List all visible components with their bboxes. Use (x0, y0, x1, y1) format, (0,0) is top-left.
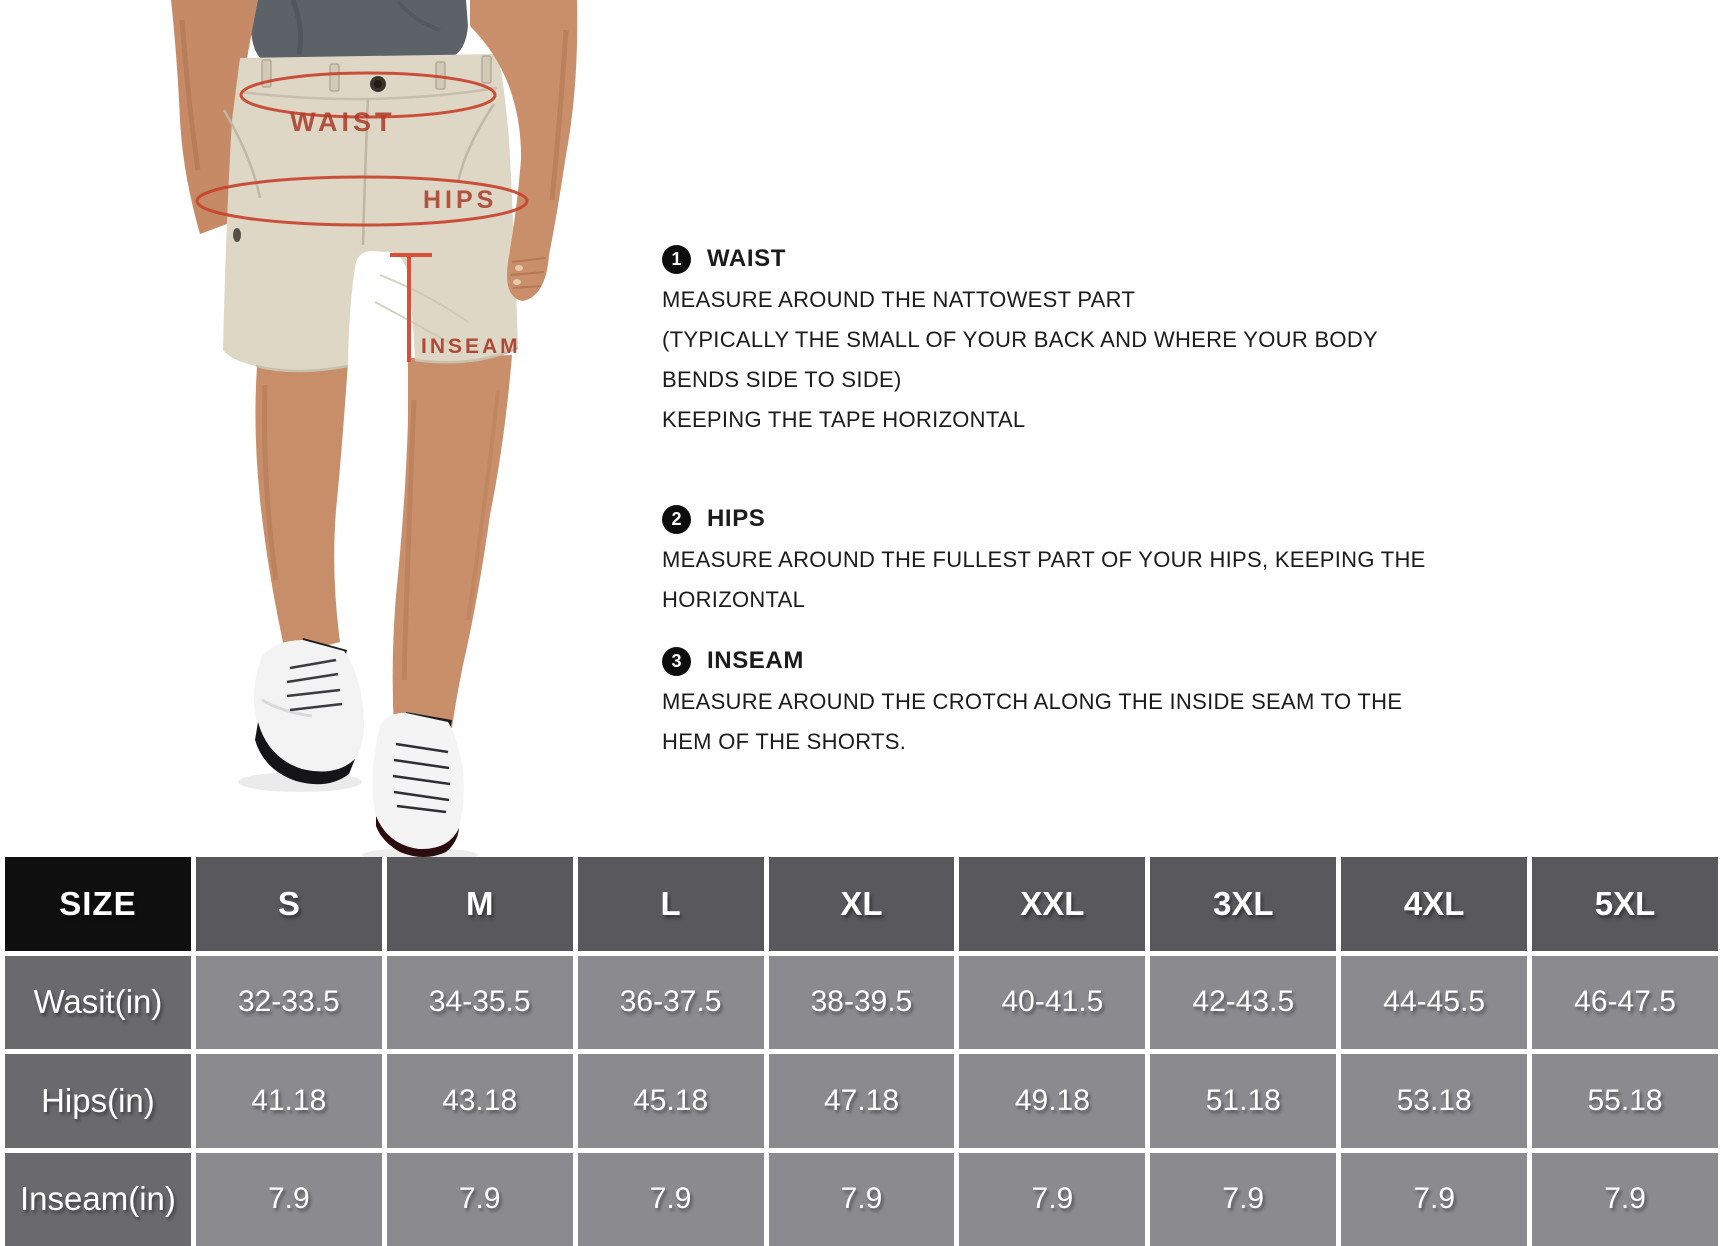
step-number-badge: 3 (662, 647, 691, 676)
row-label-hips: Hips(in) (5, 1054, 191, 1148)
step-number-badge: 2 (662, 505, 691, 534)
waist-value: 44-45.5 (1341, 956, 1527, 1050)
size-col-header-s: S (196, 857, 382, 951)
waist-value: 46-47.5 (1532, 956, 1718, 1050)
inseam-value: 7.9 (196, 1153, 382, 1246)
inseam-value: 7.9 (1341, 1153, 1527, 1246)
hips-value: 43.18 (387, 1054, 573, 1148)
instruction-line: HEM OF THE SHORTS. (662, 729, 907, 754)
instruction-line: MEASURE AROUND THE NATTOWEST PART (662, 287, 1136, 312)
hips-value: 47.18 (769, 1054, 955, 1148)
instruction-section-hips (662, 504, 1426, 620)
sneaker-right (372, 712, 464, 857)
inseam-value: 7.9 (1150, 1153, 1336, 1246)
hips-value: 51.18 (1150, 1054, 1336, 1148)
measurement-instructions (662, 244, 1426, 762)
size-chart-table (5, 857, 1718, 1246)
inseam-value: 7.9 (578, 1153, 764, 1246)
instruction-line: MEASURE AROUND THE CROTCH ALONG THE INSIDE SEAM TO THE (662, 689, 1403, 714)
waist-value: 32-33.5 (196, 956, 382, 1050)
waist-value: 36-37.5 (578, 956, 764, 1050)
waist-value: 40-41.5 (959, 956, 1145, 1050)
size-col-header-5xl: 5XL (1532, 857, 1718, 951)
waist-annotation-label: WAIST (290, 107, 396, 137)
size-col-header-l: L (578, 857, 764, 951)
section-body (662, 682, 1403, 762)
instruction-section-waist (662, 244, 1382, 440)
section-body (662, 280, 1382, 440)
size-col-header-3xl: 3XL (1150, 857, 1336, 951)
instruction-line: MEASURE AROUND THE FULLEST PART OF YOUR HIPS, KEEPING THE (662, 547, 1426, 572)
section-heading (662, 504, 1382, 534)
inseam-value: 7.9 (959, 1153, 1145, 1246)
inseam-value: 7.9 (769, 1153, 955, 1246)
sneaker-left (254, 638, 364, 784)
step-number-badge: 1 (662, 245, 691, 274)
waist-value: 42-43.5 (1150, 956, 1336, 1050)
size-col-header-m: M (387, 857, 573, 951)
waist-value: 34-35.5 (387, 956, 573, 1050)
instruction-section-inseam (662, 646, 1403, 762)
inseam-value: 7.9 (387, 1153, 573, 1246)
hips-value: 45.18 (578, 1054, 764, 1148)
section-title: WAIST (707, 245, 786, 272)
size-col-header-4xl: 4XL (1341, 857, 1527, 951)
inseam-annotation-label: INSEAM (421, 335, 521, 358)
model-illustration (0, 0, 600, 860)
hips-value: 53.18 (1341, 1054, 1527, 1148)
section-title: HIPS (707, 505, 766, 532)
size-col-header-xxl: XXL (959, 857, 1145, 951)
waist-value: 38-39.5 (769, 956, 955, 1050)
row-label-waist: Wasit(in) (5, 956, 191, 1050)
instruction-line: BENDS SIDE TO SIDE) (662, 367, 902, 392)
pocket-zipper-pull (233, 228, 241, 242)
instruction-line: HORIZONTAL (662, 587, 806, 612)
hips-value: 49.18 (959, 1054, 1145, 1148)
section-heading (662, 244, 1382, 274)
size-col-header-xl: XL (769, 857, 955, 951)
product-photo (0, 0, 600, 860)
inseam-value: 7.9 (1532, 1153, 1718, 1246)
hips-value: 55.18 (1532, 1054, 1718, 1148)
section-body (662, 540, 1426, 620)
instruction-line: (TYPICALLY THE SMALL OF YOUR BACK AND WHERE YOUR BODY (662, 327, 1378, 352)
size-chart-corner-header: SIZE (5, 857, 191, 951)
row-label-inseam: Inseam(in) (5, 1153, 191, 1246)
section-heading (662, 646, 1382, 676)
section-title: INSEAM (707, 647, 804, 674)
instruction-line: KEEPING THE TAPE HORIZONTAL (662, 407, 1026, 432)
hips-annotation-label: HIPS (423, 186, 498, 214)
hips-value: 41.18 (196, 1054, 382, 1148)
